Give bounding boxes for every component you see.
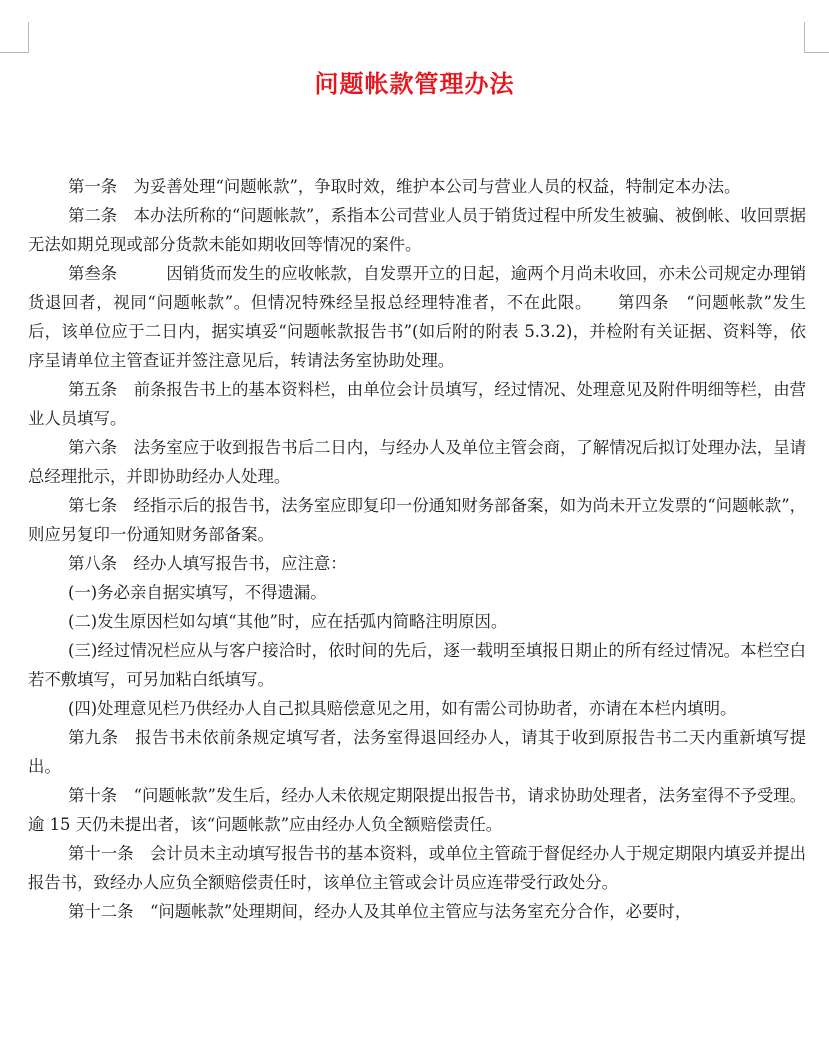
paragraph-item-1: (一)务必亲自据实填写，不得遗漏。 bbox=[68, 583, 327, 602]
paragraph-article-8: 第八条 经办人填写报告书，应注意： bbox=[68, 554, 347, 573]
paragraph-article-10: 第十条 “问题帐款”发生后，经办人未依规定期限提出报告书，请求协助处理者，法务室得不予受理。逾 15 天仍未提出者，该“问题帐款”应由经办人负全额赔偿责任。 bbox=[28, 786, 806, 834]
paragraph-article-6: 第六条 法务室应于收到报告书后二日内，与经办人及单位主管会商，了解情况后拟订处理办法，呈请总经理批示，并即协助经办人处理。 bbox=[28, 438, 806, 486]
document-body bbox=[28, 172, 806, 926]
paragraph-article-12: 第十二条 “问题帐款”处理期间，经办人及其单位主管应与法务室充分合作，必要时， bbox=[68, 902, 692, 921]
paragraph-item-3: (三)经过情况栏应从与客户接洽时，依时间的先后，逐一载明至填报日期止的所有经过情况。本栏空白若不敷填写，可另加粘白纸填写。 bbox=[28, 641, 806, 689]
paragraph-article-7: 第七条 经指示后的报告书，法务室应即复印一份通知财务部备案，如为尚未开立发票的“问题帐款”，则应另复印一份通知财务部备案。 bbox=[28, 496, 806, 544]
paragraph-article-5: 第五条 前条报告书上的基本资料栏，由单位会计员填写，经过情况、处理意见及附件明细等栏，由营业人员填写。 bbox=[28, 380, 806, 428]
paragraph-article-11: 第十一条 会计员未主动填写报告书的基本资料，或单位主管疏于督促经办人于规定期限内填妥并提出报告书，致经办人应负全额赔偿责任时，该单位主管或会计员应连带受行政处分。 bbox=[28, 844, 806, 892]
paragraph-article-2: 第二条 本办法所称的“问题帐款”，系指本公司营业人员于销货过程中所发生被骗、被倒帐、收回票据无法如期兑现或部分货款未能如期收回等情况的案件。 bbox=[28, 206, 806, 254]
paragraph-article-1: 第一条 为妥善处理“问题帐款”，争取时效，维护本公司与营业人员的权益，特制定本办法。 bbox=[68, 177, 741, 196]
page-corner-mark-top-right bbox=[804, 22, 829, 53]
document-title: 问题帐款管理办法 bbox=[314, 70, 515, 98]
page-corner-mark-top-left bbox=[0, 22, 29, 53]
paragraph-article-3-4: 第叁条 因销货而发生的应收帐款，自发票开立的日起，逾两个月尚未收回，亦未公司规定办理销货退回者，视同“问题帐款”。但情况特殊经呈报总经理特准者，不在此限。 第四条 “问题帐款”发生后，该单位应于二日内，据实填妥“问题帐款报告书”(如后附的附表 5.3.2)，并检附有关证据、资料等，依序呈请单位主管查证并签注意见后，转请法务室协助处理。 bbox=[28, 264, 806, 370]
paragraph-article-9: 第九条 报告书未依前条规定填写者，法务室得退回经办人，请其于收到原报告书二天内重新填写提出。 bbox=[28, 728, 806, 776]
paragraph-item-2: (二)发生原因栏如勾填“其他”时，应在括弧内简略注明原因。 bbox=[68, 612, 508, 631]
paragraph-item-4: (四)处理意见栏乃供经办人自己拟具赔偿意见之用，如有需公司协助者，亦请在本栏内填明。 bbox=[68, 699, 737, 718]
